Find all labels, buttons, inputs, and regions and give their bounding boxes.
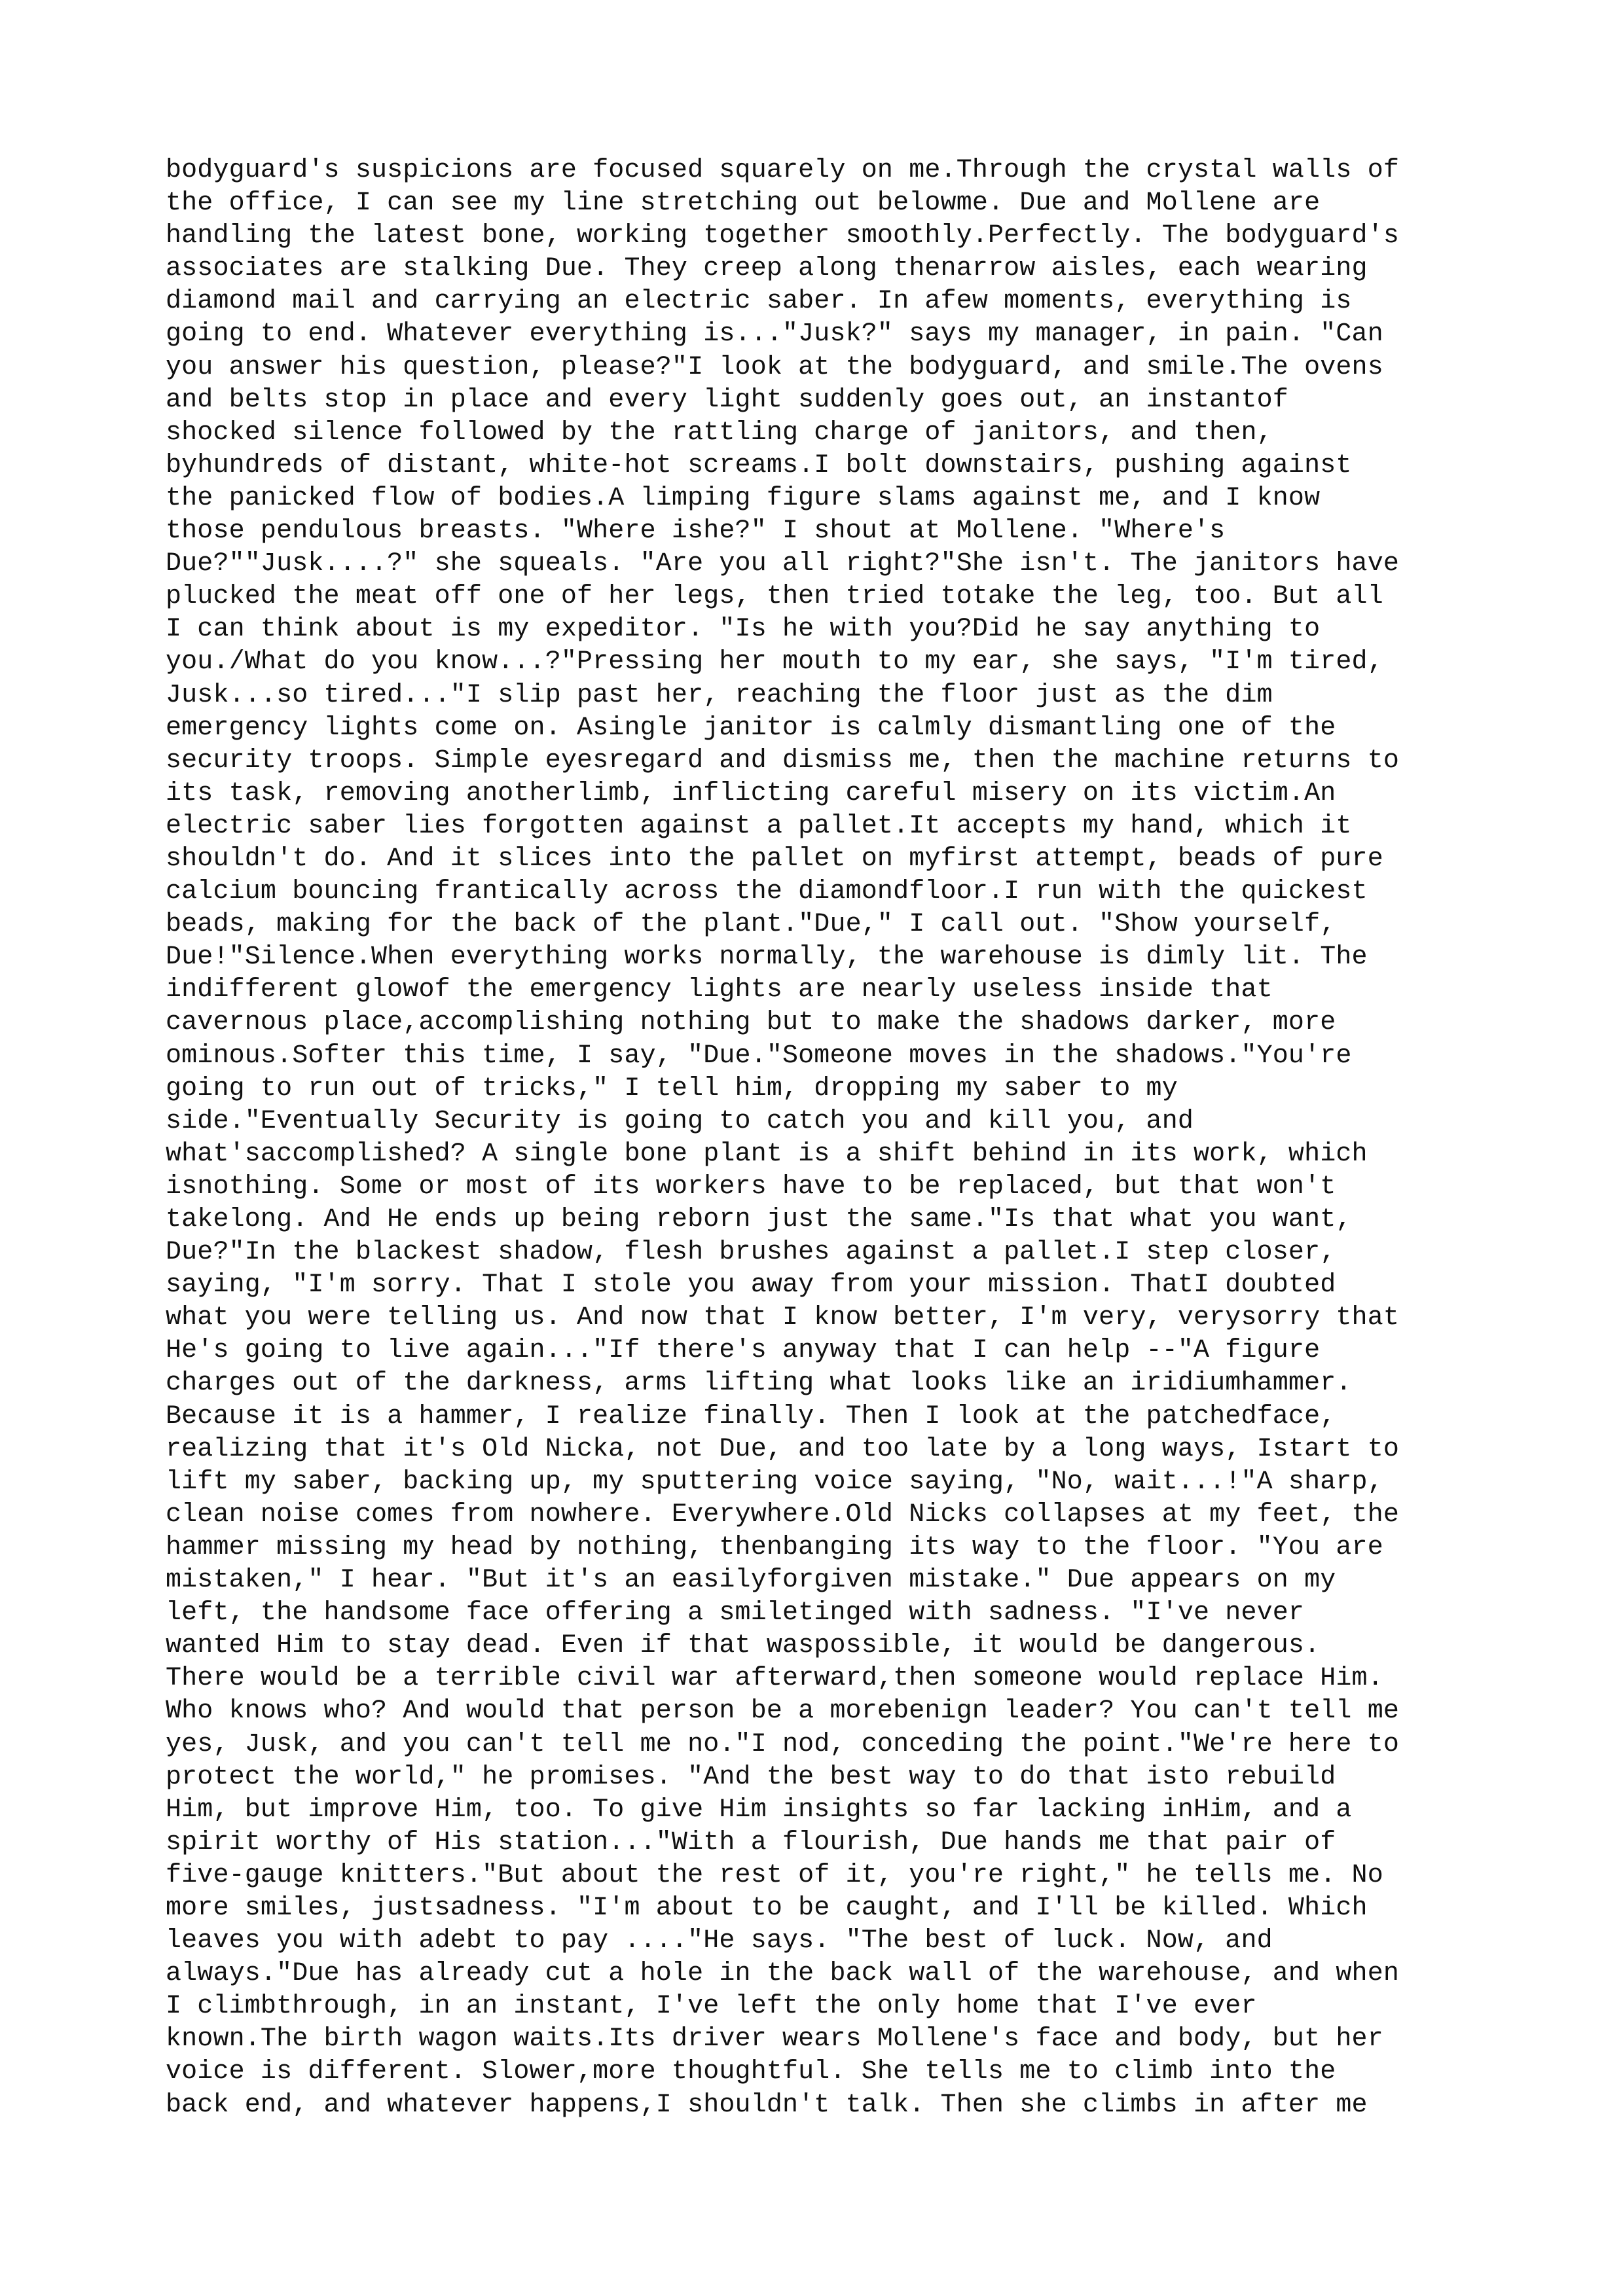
text-line: byhundreds of distant, white-hot screams.I bolt downstairs, pushing against: [166, 450, 1352, 480]
text-line: the panicked flow of bodies.A limping figure slams against me, and I know: [166, 483, 1321, 513]
text-line: diamond mail and carrying an electric saber. In afew moments, everything is: [166, 287, 1352, 317]
text-line: shocked silence followed by the rattling charge of janitors, and then,: [166, 418, 1273, 448]
text-line: more smiles, justsadness. "I'm about to be caught, and I'll be killed. Which: [166, 1893, 1368, 1923]
text-line: Due?"In the blackest shadow, flesh brushes against a pallet.I step closer,: [166, 1238, 1336, 1268]
text-line: the office, I can see my line stretching out belowme. Due and Mollene are: [166, 188, 1321, 219]
text-line: shouldn't do. And it slices into the pallet on myfirst attempt, beads of pure: [166, 844, 1383, 874]
text-line: back end, and whatever happens,I shouldn't talk. Then she climbs in after me: [166, 2090, 1368, 2120]
text-line: clean noise comes from nowhere. Everywhere.Old Nicks collapses at my feet, the: [166, 1499, 1400, 1530]
text-line: you./What do you know...?"Pressing her mouth to my ear, she says, "I'm tired,: [166, 647, 1383, 677]
text-line: Because it is a hammer, I realize finally. Then I look at the patchedface,: [166, 1401, 1336, 1431]
text-line: lift my saber, backing up, my sputtering voice saying, "No, wait...!"A sharp,: [166, 1467, 1383, 1497]
text-line: mistaken," I hear. "But it's an easilyforgiven mistake." Due appears on my: [166, 1566, 1336, 1596]
text-line: Him, but improve Him, too. To give Him insights so far lacking inHim, and a: [166, 1795, 1352, 1825]
text-line: those pendulous breasts. "Where ishe?" I shout at Mollene. "Where's: [166, 516, 1226, 547]
text-line: security troops. Simple eyesregard and dismiss me, then the machine returns to: [166, 745, 1400, 776]
text-line: ominous.Softer this time, I say, "Due."Someone moves in the shadows."You're: [166, 1041, 1352, 1071]
text-line: takelong. And He ends up being reborn just the same."Is that what you want,: [166, 1205, 1352, 1234]
text-line: voice is different. Slower,more thoughtful. She tells me to climb into the: [166, 2057, 1336, 2087]
text-line: He's going to live again..."If there's anyway that I can help --"A figure: [166, 1336, 1321, 1366]
text-line: calcium bouncing frantically across the diamondfloor.I run with the quickest: [166, 877, 1368, 907]
text-line: charges out of the darkness, arms lifting what looks like an iridiumhammer.: [166, 1369, 1352, 1399]
text-line: electric saber lies forgotten against a pallet.It accepts my hand, which it: [166, 811, 1352, 841]
text-line: what you were telling us. And now that I know better, I'm very, verysorry that: [166, 1303, 1400, 1333]
text-line: left, the handsome face offering a smiletinged with sadness. "I've never: [166, 1598, 1305, 1628]
body-text: [166, 154, 1475, 2122]
text-line: isnothing. Some or most of its workers have to be replaced, but that won't: [166, 1172, 1336, 1202]
text-line: wanted Him to stay dead. Even if that waspossible, it would be dangerous.: [166, 1631, 1321, 1661]
text-line: known.The birth wagon waits.Its driver wears Mollene's face and body, but her: [166, 2024, 1383, 2054]
text-line: going to run out of tricks," I tell him, dropping my saber to my: [166, 1073, 1178, 1103]
text-line: always."Due has already cut a hole in the back wall of the warehouse, and when: [166, 1959, 1400, 1989]
text-line: Who knows who? And would that person be a morebenign leader? You can't tell me: [166, 1696, 1400, 1727]
text-line: you answer his question, please?"I look at the bodyguard, and smile.The ovens: [166, 352, 1383, 382]
text-line: I climbthrough, in an instant, I've left the only home that I've ever: [166, 1992, 1257, 2022]
text-line: associates are stalking Due. They creep along thenarrow aisles, each wearing: [166, 254, 1368, 284]
text-line: protect the world," he promises. "And the best way to do that isto rebuild: [166, 1762, 1336, 1792]
text-line: handling the latest bone, working together smoothly.Perfectly. The bodyguard's: [166, 221, 1400, 251]
text-line: beads, making for the back of the plant."Due," I call out. "Show yourself,: [166, 910, 1336, 940]
text-line: realizing that it's Old Nicka, not Due, and too late by a long ways, Istart to: [166, 1434, 1400, 1464]
text-line: plucked the meat off one of her legs, then tried totake the leg, too. But all: [166, 582, 1383, 612]
text-line: yes, Jusk, and you can't tell me no."I nod, conceding the point."We're here to: [166, 1729, 1400, 1759]
text-line: saying, "I'm sorry. That I stole you away from your mission. ThatI doubted: [166, 1270, 1336, 1300]
text-line: emergency lights come on. Asingle janitor is calmly dismantling one of the: [166, 713, 1336, 743]
text-line: bodyguard's suspicions are focused squarely on me.Through the crystal walls of: [166, 156, 1400, 185]
text-line: going to end. Whatever everything is..."Jusk?" says my manager, in pain. "Can: [166, 319, 1383, 350]
text-line: hammer missing my head by nothing, thenbanging its way to the floor. "You are: [166, 1532, 1383, 1562]
text-line: cavernous place,accomplishing nothing but to make the shadows darker, more: [166, 1008, 1336, 1038]
text-line: spirit worthy of His station..."With a flourish, Due hands me that pair of: [166, 1827, 1336, 1857]
text-line: and belts stop in place and every light suddenly goes out, an instantof: [166, 385, 1288, 415]
text-line: indifferent glowof the emergency lights are nearly useless inside that: [166, 975, 1273, 1005]
text-line: side."Eventually Security is going to catch you and kill you, and: [166, 1106, 1194, 1136]
text-line: five-gauge knitters."But about the rest of it, you're right," he tells me. No: [166, 1860, 1383, 1890]
text-line: Due?""Jusk....?" she squeals. "Are you all right?"She isn't. The janitors have: [166, 549, 1400, 579]
text-line: leaves you with adebt to pay ...."He says. "The best of luck. Now, and: [166, 1926, 1273, 1956]
text-line: its task, removing anotherlimb, inflicting careful misery on its victim.An: [166, 778, 1336, 808]
text-line: I can think about is my expeditor. "Is he with you?Did he say anything to: [166, 615, 1321, 645]
text-line: Due!"Silence.When everything works normally, the warehouse is dimly lit. The: [166, 942, 1368, 973]
text-line: There would be a terrible civil war afterward,then someone would replace Him.: [166, 1664, 1383, 1694]
text-line: Jusk...so tired..."I slip past her, reaching the floor just as the dim: [166, 680, 1273, 710]
text-line: what'saccomplished? A single bone plant is a shift behind in its work, which: [166, 1139, 1368, 1169]
